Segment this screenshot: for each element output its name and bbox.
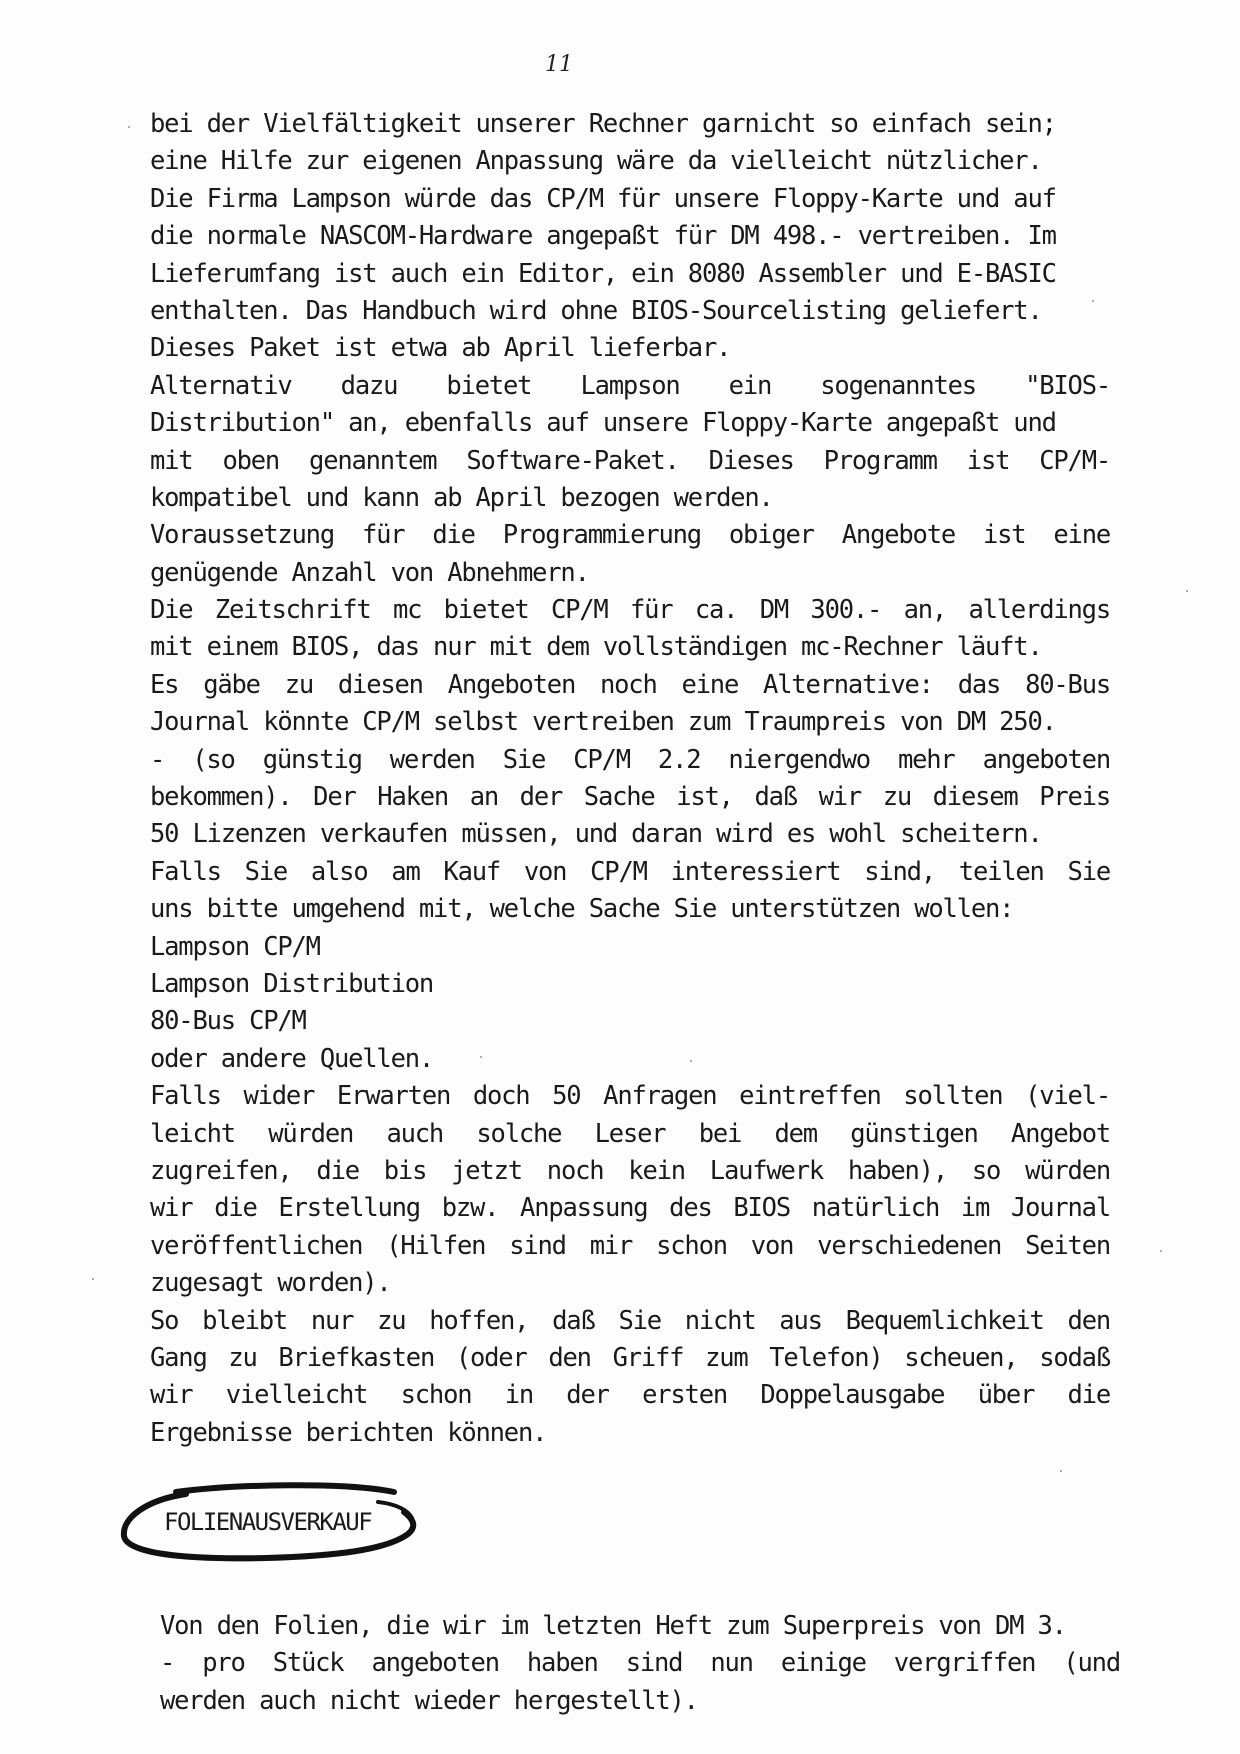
text-line: wir vielleicht schon in der ersten Doppelausgabe über die (150, 1380, 1110, 1411)
text-line: Gang zu Briefkasten (oder den Griff zum Telefon) scheuen, sodaß (150, 1342, 1110, 1373)
text-line: werden auch nicht wieder hergestellt). (160, 1685, 698, 1716)
text-line: bekommen). Der Haken an der Sache ist, daß wir zu diesem Preis (150, 782, 1110, 813)
text-line: uns bitte umgehend mit, welche Sache Sie unterstützen wollen: (150, 894, 1014, 925)
text-line: zugreifen, die bis jetzt noch kein Laufwerk haben), so würden (150, 1155, 1110, 1186)
text-line: zugesagt worden). (150, 1268, 391, 1299)
text-line: leicht würden auch solche Leser bei dem günstigen Angebot (150, 1118, 1110, 1149)
body-text (150, 106, 1110, 1452)
text-line: Falls wider Erwarten doch 50 Anfragen eintreffen sollten (viel- (150, 1081, 1110, 1112)
text-line: Alternativ dazu bietet Lampson ein sogenanntes "BIOS- (150, 370, 1110, 401)
text-line: Distribution" an, ebenfalls auf unsere Floppy-Karte angepaßt und (150, 408, 1056, 439)
text-line: Von den Folien, die wir im letzten Heft zum Superpreis von DM 3. (160, 1611, 1066, 1641)
text-line: mit oben genanntem Software-Paket. Dieses Programm ist CP/M- (150, 445, 1110, 476)
text-line: Dieses Paket ist etwa ab April lieferbar. (150, 333, 731, 364)
text-line: Ergebnisse berichten können. (150, 1417, 547, 1448)
text-line: veröffentlichen (Hilfen sind mir schon von verschiedenen Seiten (150, 1230, 1110, 1261)
text-line: - (so günstig werden Sie CP/M 2.2 niergendwo mehr angeboten (150, 744, 1110, 775)
text-line: Die Zeitschrift mc bietet CP/M für ca. DM 300.- an, allerdings (150, 595, 1110, 626)
text-line: Journal könnte CP/M selbst vertreiben zum Traumpreis von DM 250. (150, 707, 1056, 738)
text-line: So bleibt nur zu hoffen, daß Sie nicht aus Bequemlichkeit den (150, 1305, 1110, 1336)
text-line: enthalten. Das Handbuch wird ohne BIOS-Sourcelisting geliefert. (150, 295, 1042, 326)
text-line: mit einem BIOS, das nur mit dem vollständigen mc-Rechner läuft. (150, 632, 1042, 663)
text-line: Lampson Distribution (150, 968, 434, 999)
text-line: kompatibel und kann ab April bezogen werden. (150, 482, 773, 513)
text-line: eine Hilfe zur eigenen Anpassung wäre da vielleicht nützlicher. (150, 146, 1042, 177)
section-heading-box (116, 1478, 456, 1566)
text-line: Voraussetzung für die Programmierung obiger Angebote ist eine (150, 520, 1110, 551)
text-line: Die Firma Lampson würde das CP/M für unsere Floppy-Karte und auf (150, 183, 1056, 214)
text-line: wir die Erstellung bzw. Anpassung des BIOS natürlich im Journal (150, 1193, 1110, 1224)
text-line: - pro Stück angeboten haben sind nun einige vergriffen (und (160, 1648, 1120, 1679)
text-line: oder andere Quellen. (150, 1043, 434, 1074)
text-line: die normale NASCOM-Hardware angepaßt für DM 498.- vertreiben. Im (150, 221, 1056, 252)
page-number: 11 (545, 52, 573, 77)
text-line: genügende Anzahl von Abnehmern. (150, 557, 589, 588)
text-line: Lampson CP/M (150, 931, 320, 962)
text-line: 80-Bus CP/M (150, 1006, 306, 1037)
text-line: bei der Vielfältigkeit unserer Rechner garnicht so einfach sein; (150, 109, 1056, 139)
text-line: Falls Sie also am Kauf von CP/M interessiert sind, teilen Sie (150, 856, 1110, 887)
section-text (160, 1608, 1120, 1720)
section-heading: FOLIENAUSVERKAUF (164, 1508, 372, 1536)
text-line: Lieferumfang ist auch ein Editor, ein 8080 Assembler und E-BASIC (150, 258, 1056, 289)
text-line: Es gäbe zu diesen Angeboten noch eine Alternative: das 80-Bus (150, 669, 1110, 700)
text-line: 50 Lizenzen verkaufen müssen, und daran wird es wohl scheitern. (150, 819, 1042, 850)
